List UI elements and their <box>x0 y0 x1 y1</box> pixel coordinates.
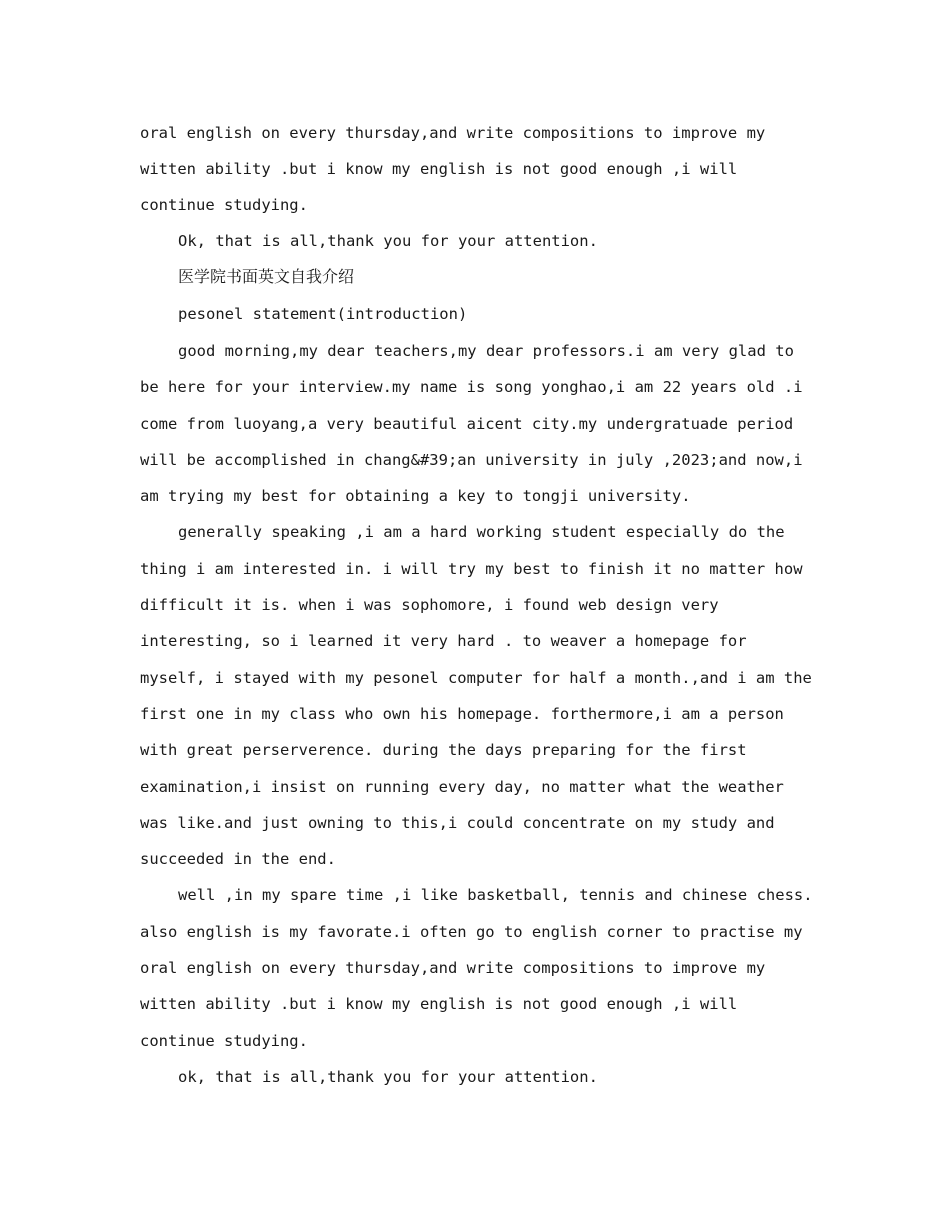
text-line: was like.and just owning to this,i could concentrate on my study and <box>140 814 775 832</box>
text-line: continue studying. <box>140 1032 308 1050</box>
text-line: witten ability .but i know my english is not good enough ,i will <box>140 995 738 1013</box>
text-line: am trying my best for obtaining a key to tongji university. <box>140 487 691 505</box>
text-line: difficult it is. when i was sophomore, i found web design very <box>140 596 719 614</box>
text-line: also english is my favorate.i often go to english corner to practise my <box>140 923 803 941</box>
text-line: first one in my class who own his homepage. forthermore,i am a person <box>140 705 784 723</box>
text-line: succeeded in the end. <box>140 850 336 868</box>
text-line: will be accomplished in chang&#39;an university in july ,2023;and now,i <box>140 451 803 469</box>
text-line: come from luoyang,a very beautiful aicent city.my undergratuade period <box>140 415 794 433</box>
text-line: be here for your interview.my name is song yonghao,i am 22 years old .i <box>140 378 803 396</box>
text-line: examination,i insist on running every day, no matter what the weather <box>140 778 784 796</box>
text-line: witten ability .but i know my english is not good enough ,i will <box>140 160 738 178</box>
text-line: with great perserverence. during the days preparing for the first <box>140 741 747 759</box>
text-line: myself, i stayed with my pesonel computer for half a month.,and i am the <box>140 669 812 687</box>
section-heading: 医学院书面英文自我介绍 <box>178 267 355 286</box>
text-line: well ,in my spare time ,i like basketball, tennis and chinese chess. <box>178 886 813 904</box>
text-line: good morning,my dear teachers,my dear professors.i am very glad to <box>178 342 794 360</box>
text-line: oral english on every thursday,and write compositions to improve my <box>140 959 766 977</box>
text-line: interesting, so i learned it very hard . to weaver a homepage for <box>140 632 747 650</box>
text-line: ok, that is all,thank you for your attention. <box>178 1068 598 1086</box>
text-line: Ok, that is all,thank you for your attention. <box>178 232 598 250</box>
section-subtitle: pesonel statement(introduction) <box>178 305 468 323</box>
text-line: thing i am interested in. i will try my best to finish it no matter how <box>140 560 803 578</box>
text-line: oral english on every thursday,and write compositions to improve my <box>140 124 766 142</box>
text-line: continue studying. <box>140 196 308 214</box>
text-line: generally speaking ,i am a hard working student especially do the <box>178 523 785 541</box>
